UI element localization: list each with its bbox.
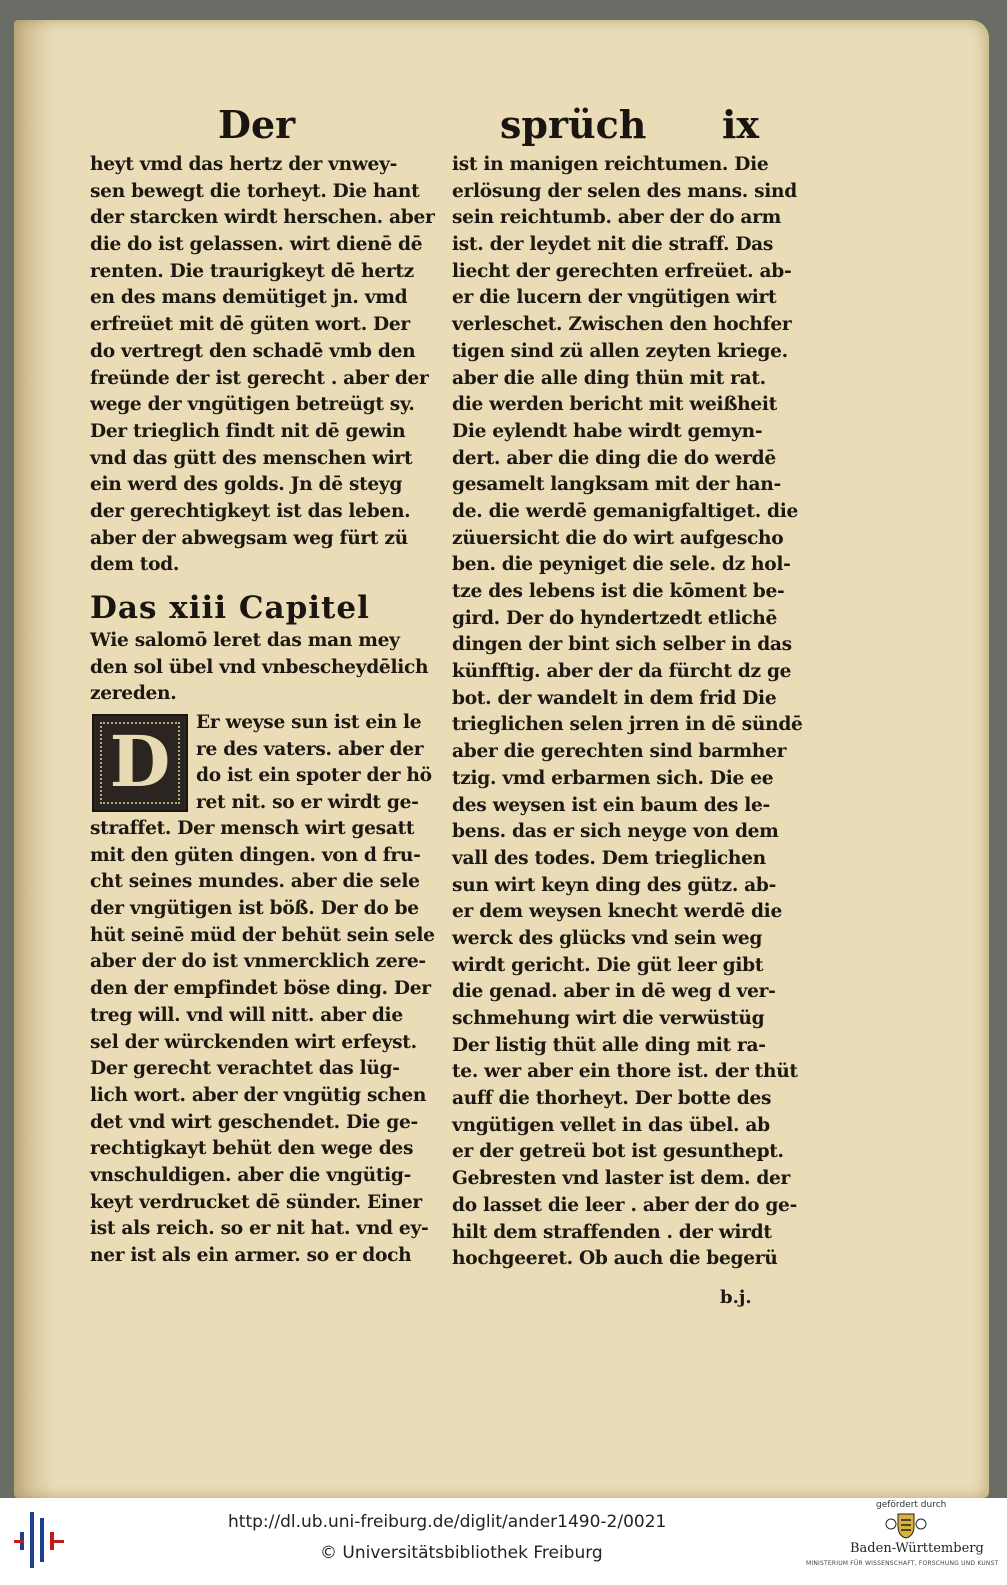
folio-number: ix	[722, 102, 760, 147]
text-line: re des vaters. aber der	[196, 738, 424, 760]
text-line: wege der vngütigen betreügt sy.	[90, 394, 415, 416]
text-line: Die eylendt habe wirdt gemyn-	[452, 420, 763, 442]
text-line: der starcken wirdt herschen. aber	[90, 207, 435, 229]
text-line: schmehung wirt die verwüstüg	[452, 1008, 765, 1029]
chapter-subtitle	[90, 628, 436, 708]
text-line: tigen sind zü allen zeyten kriege.	[452, 340, 788, 362]
text-line: gesamelt langksam mit der han-	[452, 474, 781, 496]
text-line: do vertregt den schadē vmb den	[90, 340, 416, 362]
text-line: bot. der wandelt in dem frid Die	[452, 687, 777, 709]
text-line: aber der do ist vnmercklich zere-	[90, 951, 426, 973]
text-line: dem tod.	[90, 554, 180, 576]
sponsor-name: Baden-Württemberg	[850, 1541, 984, 1556]
initial-adjacent-text	[196, 710, 436, 817]
text-line: die genad. aber in dē weg d ver-	[452, 981, 776, 1003]
text-line: hochgeeret. Ob auch die begerü	[452, 1248, 778, 1270]
right-column	[452, 152, 804, 1273]
text-line: dingen der bint sich selber in das	[452, 634, 792, 656]
text-line: freünde der ist gerecht . aber der	[90, 367, 429, 389]
text-line: künfftig. aber der da fürcht dz ge	[452, 661, 792, 683]
text-line: aber die gerechten sind barmher	[452, 741, 787, 763]
university-library-logo-icon	[14, 1510, 64, 1570]
text-line: vnschuldigen. aber die vngütig-	[90, 1164, 412, 1186]
subtitle-line: Wie salomō leret das man mey	[90, 630, 400, 651]
text-line: ein werd des golds. Jn dē steyg	[90, 474, 403, 496]
text-line: werck des glücks vnd sein weg	[452, 927, 763, 949]
text-line: aber der abwegsam weg fürt zü	[90, 527, 408, 549]
text-line: renten. Die traurigkeyt dē hertz	[90, 260, 414, 282]
sponsor-ministry: MINISTERIUM FÜR WISSENSCHAFT, FORSCHUNG UND KUNST	[806, 1560, 999, 1567]
text-line: ben. die peyniget die sele. dz hol-	[452, 554, 791, 576]
text-line: trieglichen selen jrren in dē sündē	[452, 714, 803, 736]
state-crest-icon	[884, 1510, 928, 1540]
text-line: der gerechtigkeyt ist das leben.	[90, 500, 411, 522]
chapter-heading: Das xiii Capitel	[90, 590, 370, 626]
text-line: er dem weysen knecht werdē die	[452, 901, 782, 923]
text-line: Er weyse sun ist ein le	[196, 712, 422, 733]
subtitle-line: zereden.	[90, 683, 177, 705]
text-line: do lasset die leer . aber der do ge-	[452, 1194, 797, 1216]
text-line: er die lucern der vngütigen wirt	[452, 287, 777, 309]
page-gutter-shadow	[14, 20, 54, 1498]
text-line: gird. Der do hyndertzedt etlichē	[452, 607, 778, 629]
text-line: ner ist als ein armer. so er doch	[90, 1245, 412, 1266]
permalink-url[interactable]: http://dl.ub.uni-freiburg.de/diglit/ander1490-2/0021	[228, 1512, 667, 1532]
text-line: straffet. Der mensch wirt gesatt	[90, 818, 415, 839]
text-line: hilt dem straffenden . der wirdt	[452, 1221, 772, 1243]
left-column-body	[90, 816, 436, 1270]
text-line: erfreüet mit dē güten wort. Der	[90, 314, 410, 336]
sponsor-label: gefördert durch	[876, 1500, 947, 1510]
text-line: des weysen ist ein baum des le-	[452, 794, 770, 816]
text-line: Gebresten vnd laster ist dem. der	[452, 1168, 791, 1190]
text-line: rechtigkayt behüt den wege des	[90, 1138, 414, 1160]
text-line: auff die thorheyt. Der botte des	[452, 1088, 772, 1110]
text-line: erlösung der selen des mans. sind	[452, 180, 797, 202]
text-line: die do ist gelassen. wirt dienē dē	[90, 234, 423, 256]
text-line: en des mans demütiget jn. vmd	[90, 287, 408, 309]
text-line: tze des lebens ist die kōment be-	[452, 581, 785, 602]
text-line: cht seines mundes. aber die sele	[90, 871, 420, 893]
text-line: ret nit. so er wirdt ge-	[196, 792, 419, 814]
text-line: do ist ein spoter der hö	[196, 765, 432, 787]
text-line: Der listig thüt alle ding mit ra-	[452, 1034, 766, 1056]
text-line: te. wer aber ein thore ist. der thüt	[452, 1061, 798, 1083]
subtitle-line: den sol übel vnd vnbescheydēlich	[90, 656, 429, 678]
text-line: heyt vmd das hertz der vnwey-	[90, 154, 398, 175]
text-line: det vnd wirt geschendet. Die ge-	[90, 1111, 418, 1133]
text-line: den der empfindet böse ding. Der	[90, 978, 431, 1000]
left-column-top	[90, 152, 436, 579]
text-line: treg will. vnd will nitt. aber die	[90, 1004, 403, 1026]
text-line: aber die alle ding thün mit rat.	[452, 367, 766, 389]
text-line: de. die werdē gemanigfaltiget. die	[452, 500, 799, 522]
text-line: sen bewegt die torheyt. Die hant	[90, 180, 420, 202]
initial-letter: D	[109, 720, 171, 803]
text-line: lich wort. aber der vngütig schen	[90, 1084, 427, 1106]
text-line: ist als reich. so er nit hat. vnd ey-	[90, 1218, 429, 1240]
decorated-initial	[92, 714, 188, 812]
text-line: verleschet. Zwischen den hochfer	[452, 314, 792, 336]
text-line: dert. aber die ding die do werdē	[452, 447, 776, 469]
text-line: tzig. vmd erbarmen sich. Die ee	[452, 767, 774, 789]
text-line: wirdt gericht. Die güt leer gibt	[452, 954, 764, 976]
text-line: vngütigen vellet in das übel. ab	[452, 1114, 770, 1136]
text-line: Der gerecht verachtet das lüg-	[90, 1058, 400, 1080]
text-line: der vngütigen ist böß. Der do be	[90, 898, 419, 920]
text-line: liecht der gerechten erfreüet. ab-	[452, 260, 792, 282]
text-line: bens. das er sich neyge von dem	[452, 821, 779, 843]
text-line: die werden bericht mit weißheit	[452, 394, 777, 416]
text-line: er der getreü bot ist gesunthept.	[452, 1141, 784, 1163]
text-line: sel der würckenden wirt erfeyst.	[90, 1031, 417, 1053]
text-line: sun wirt keyn ding des gütz. ab-	[452, 874, 777, 896]
running-head-middle: sprüch	[500, 102, 647, 147]
text-line: ist. der leydet nit die straff. Das	[452, 234, 774, 256]
copyright-notice: © Universitätsbibliothek Freiburg	[320, 1543, 603, 1563]
text-line: keyt verdrucket dē sünder. Einer	[90, 1191, 422, 1213]
text-line: züuersicht die do wirt aufgescho	[452, 527, 784, 549]
text-line: mit den güten dingen. von d fru-	[90, 844, 421, 866]
signature-mark: b.j.	[720, 1287, 752, 1308]
text-line: vall des todes. Dem trieglichen	[452, 847, 766, 869]
text-line: ist in manigen reichtumen. Die	[452, 154, 769, 175]
text-line: Der trieglich findt nit dē gewin	[90, 420, 406, 442]
running-head-left: Der	[218, 102, 296, 147]
text-line: hüt seinē müd der behüt sein sele	[90, 924, 435, 946]
text-line: sein reichtumb. aber der do arm	[452, 207, 781, 229]
text-line: vnd das gütt des menschen wirt	[90, 447, 413, 469]
